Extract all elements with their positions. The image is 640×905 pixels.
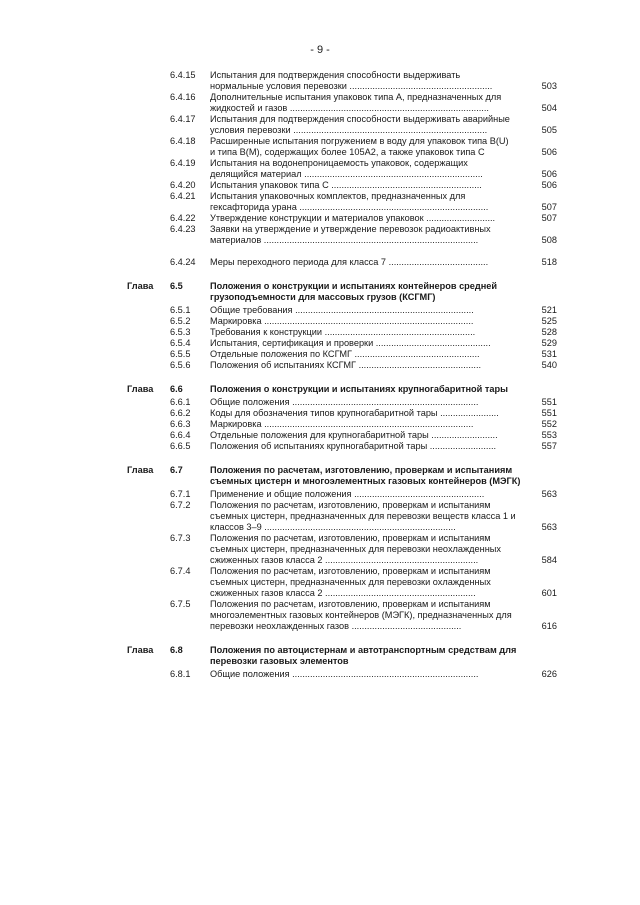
toc-entry[interactable]: [0, 349, 640, 360]
toc-entry[interactable]: [0, 669, 640, 680]
entry-number: 6.6.1: [170, 397, 191, 407]
chapter-heading: [0, 465, 640, 487]
entry-page: 508: [541, 235, 557, 245]
table-of-contents: [0, 70, 640, 680]
toc-entry[interactable]: [0, 191, 640, 213]
chapter-title: Положения по автоцистернам и автотранспортным средствам для перевозки газовых элементов: [210, 645, 517, 666]
chapter-title: Положения о конструкции и испытаниях контейнеров средней грузоподъемности для массовых грузов (КСГМГ): [210, 281, 498, 302]
entry-number: 6.7.5: [170, 599, 191, 609]
entry-page: 616: [541, 621, 557, 631]
chapter-number: 6.8: [170, 645, 183, 655]
entry-number: 6.6.3: [170, 419, 191, 429]
entry-page: 528: [541, 327, 557, 337]
entry-number: 6.5.2: [170, 316, 191, 326]
entry-title: Испытания упаковок типа C ...........................................................: [210, 180, 482, 190]
toc-entry[interactable]: [0, 180, 640, 191]
toc-entry[interactable]: [0, 500, 640, 533]
entry-page: 626: [541, 669, 557, 679]
entry-page: 552: [541, 419, 557, 429]
entry-number: 6.4.23: [170, 224, 196, 234]
entry-number: 6.6.5: [170, 441, 191, 451]
entry-title: Отдельные положения по КСГМГ .................................................: [210, 349, 480, 359]
entry-number: 6.4.19: [170, 158, 196, 168]
toc-entry[interactable]: [0, 360, 640, 371]
toc-entry[interactable]: [0, 566, 640, 599]
entry-page: 531: [541, 349, 557, 359]
entry-title: Испытания на водонепроницаемость упаковок, содержащих делящийся материал ......................................................................: [210, 158, 483, 179]
entry-page: 521: [541, 305, 557, 315]
entry-title: Положения по расчетам, изготовлению, проверкам и испытаниям съемных цистерн, предназначенных для перевозки неохлажденных сжиженных газов класса 2 ............................................................: [210, 533, 501, 565]
toc-spacer: [0, 246, 640, 257]
entry-number: 6.6.4: [170, 430, 191, 440]
chapter-label: Глава: [127, 384, 154, 394]
toc-entry[interactable]: [0, 419, 640, 430]
chapter-heading: [0, 645, 640, 667]
entry-number: 6.4.17: [170, 114, 196, 124]
chapter-title: Положения по расчетам, изготовлению, проверкам и испытаниям съемных цистерн и многоэлементных газовых контейнеров (МЭГК): [210, 465, 521, 486]
entry-page: 553: [541, 430, 557, 440]
chapter-label: Глава: [127, 465, 154, 475]
entry-title: Положения об испытаниях крупногабаритной тары ..........................: [210, 441, 497, 451]
toc-entry[interactable]: [0, 397, 640, 408]
entry-page: 584: [541, 555, 557, 565]
entry-title: Требования к конструкции ...........................................................: [210, 327, 476, 337]
toc-entry[interactable]: [0, 489, 640, 500]
entry-title: Меры переходного периода для класса 7 .......................................: [210, 257, 489, 267]
entry-title: Общие положения .........................................................................: [210, 669, 479, 679]
chapter-number: 6.6: [170, 384, 183, 394]
entry-page: 563: [541, 522, 557, 532]
toc-entry[interactable]: [0, 408, 640, 419]
toc-entry[interactable]: [0, 92, 640, 114]
toc-entry[interactable]: [0, 158, 640, 180]
toc-entry[interactable]: [0, 114, 640, 136]
entry-title: Испытания, сертификация и проверки .............................................: [210, 338, 491, 348]
entry-number: 6.5.6: [170, 360, 191, 370]
entry-number: 6.7.4: [170, 566, 191, 576]
toc-entry[interactable]: [0, 224, 640, 246]
entry-number: 6.5.4: [170, 338, 191, 348]
entry-page: 557: [541, 441, 557, 451]
toc-entry[interactable]: [0, 257, 640, 268]
entry-number: 6.5.3: [170, 327, 191, 337]
entry-page: 506: [541, 169, 557, 179]
entry-title: Испытания упаковочных комплектов, предназначенных для гексафторида урана ..........................................................................: [210, 191, 489, 212]
entry-number: 6.4.16: [170, 92, 196, 102]
entry-page: 507: [541, 213, 557, 223]
entry-number: 6.7.2: [170, 500, 191, 510]
entry-title: Положения по расчетам, изготовлению, проверкам и испытаниям съемных цистерн, предназначенных для перевозки веществ класса 1 и классов 3–9 ...........................................................................: [210, 500, 516, 532]
chapter-number: 6.5: [170, 281, 183, 291]
entry-page: 506: [541, 180, 557, 190]
chapter-label: Глава: [127, 281, 154, 291]
entry-page: 525: [541, 316, 557, 326]
entry-page: 504: [541, 103, 557, 113]
entry-number: 6.5.1: [170, 305, 191, 315]
entry-title: Дополнительные испытания упаковок типа A, предназначенных для жидкостей и газов ..............................................................................: [210, 92, 502, 113]
toc-entry[interactable]: [0, 136, 640, 158]
entry-number: 6.4.22: [170, 213, 196, 223]
entry-title: Испытания для подтверждения способности выдерживать аварийные условия перевозки ............................................................................: [210, 114, 510, 135]
entry-title: Заявки на утверждение и утверждение перевозок радиоактивных материалов ....................................................................................: [210, 224, 491, 245]
entry-title: Утверждение конструкции и материалов упаковок ...........................: [210, 213, 496, 223]
chapter-number: 6.7: [170, 465, 183, 475]
entry-number: 6.4.21: [170, 191, 196, 201]
entry-page: 503: [541, 81, 557, 91]
page-number: - 9 -: [310, 44, 330, 56]
toc-entry[interactable]: [0, 305, 640, 316]
entry-number: 6.4.15: [170, 70, 196, 80]
entry-title: Испытания для подтверждения способности выдерживать нормальные условия перевозки ........................................................: [210, 70, 493, 91]
toc-entry[interactable]: [0, 316, 640, 327]
entry-page: 518: [541, 257, 557, 267]
entry-title: Положения по расчетам, изготовлению, проверкам и испытаниям съемных цистерн, предназначенных для перевозки охлажденных сжиженных газов класса 2 ...........................................................: [210, 566, 491, 598]
chapter-title: Положения о конструкции и испытаниях крупногабаритной тары: [210, 384, 508, 394]
toc-entry[interactable]: [0, 441, 640, 452]
chapter-label: Глава: [127, 645, 154, 655]
entry-number: 6.4.18: [170, 136, 196, 146]
toc-entry[interactable]: [0, 533, 640, 566]
entry-page: 551: [541, 408, 557, 418]
entry-title: Отдельные положения для крупногабаритной тары ..........................: [210, 430, 498, 440]
toc-entry[interactable]: [0, 338, 640, 349]
entry-number: 6.7.3: [170, 533, 191, 543]
entry-page: 506: [541, 147, 557, 157]
entry-page: 507: [541, 202, 557, 212]
entry-page: 563: [541, 489, 557, 499]
entry-number: 6.4.20: [170, 180, 196, 190]
chapter-heading: [0, 281, 640, 303]
entry-page: 601: [541, 588, 557, 598]
toc-entry[interactable]: [0, 70, 640, 92]
entry-title: Положения по расчетам, изготовлению, проверкам и испытаниям многоэлементных газовых контейнеров (МЭГК), предназначенных для перевозки неохлажденных газов ...........................................: [210, 599, 512, 631]
entry-page: 551: [541, 397, 557, 407]
entry-number: 6.7.1: [170, 489, 191, 499]
entry-number: 6.8.1: [170, 669, 191, 679]
entry-title: Коды для обозначения типов крупногабаритной тары .......................: [210, 408, 499, 418]
toc-entry[interactable]: [0, 327, 640, 338]
entry-page: 505: [541, 125, 557, 135]
toc-entry[interactable]: [0, 213, 640, 224]
entry-title: Общие требования ......................................................................: [210, 305, 474, 315]
entry-title: Общие положения .........................................................................: [210, 397, 479, 407]
toc-entry[interactable]: [0, 430, 640, 441]
toc-entry[interactable]: [0, 599, 640, 632]
entry-title: Расширенные испытания погружением в воду для упаковок типа B(U) и типа B(M), содержащих более 105A2, а также упаковок типа C: [210, 136, 509, 157]
entry-page: 540: [541, 360, 557, 370]
entry-title: Положения об испытаниях КСГМГ ................................................: [210, 360, 482, 370]
chapter-heading: [0, 384, 640, 395]
entry-title: Маркировка ..................................................................................: [210, 419, 474, 429]
entry-title: Маркировка ..................................................................................: [210, 316, 474, 326]
entry-page: 529: [541, 338, 557, 348]
entry-number: 6.4.24: [170, 257, 196, 267]
entry-title: Применение и общие положения ...................................................: [210, 489, 485, 499]
entry-number: 6.6.2: [170, 408, 191, 418]
entry-number: 6.5.5: [170, 349, 191, 359]
